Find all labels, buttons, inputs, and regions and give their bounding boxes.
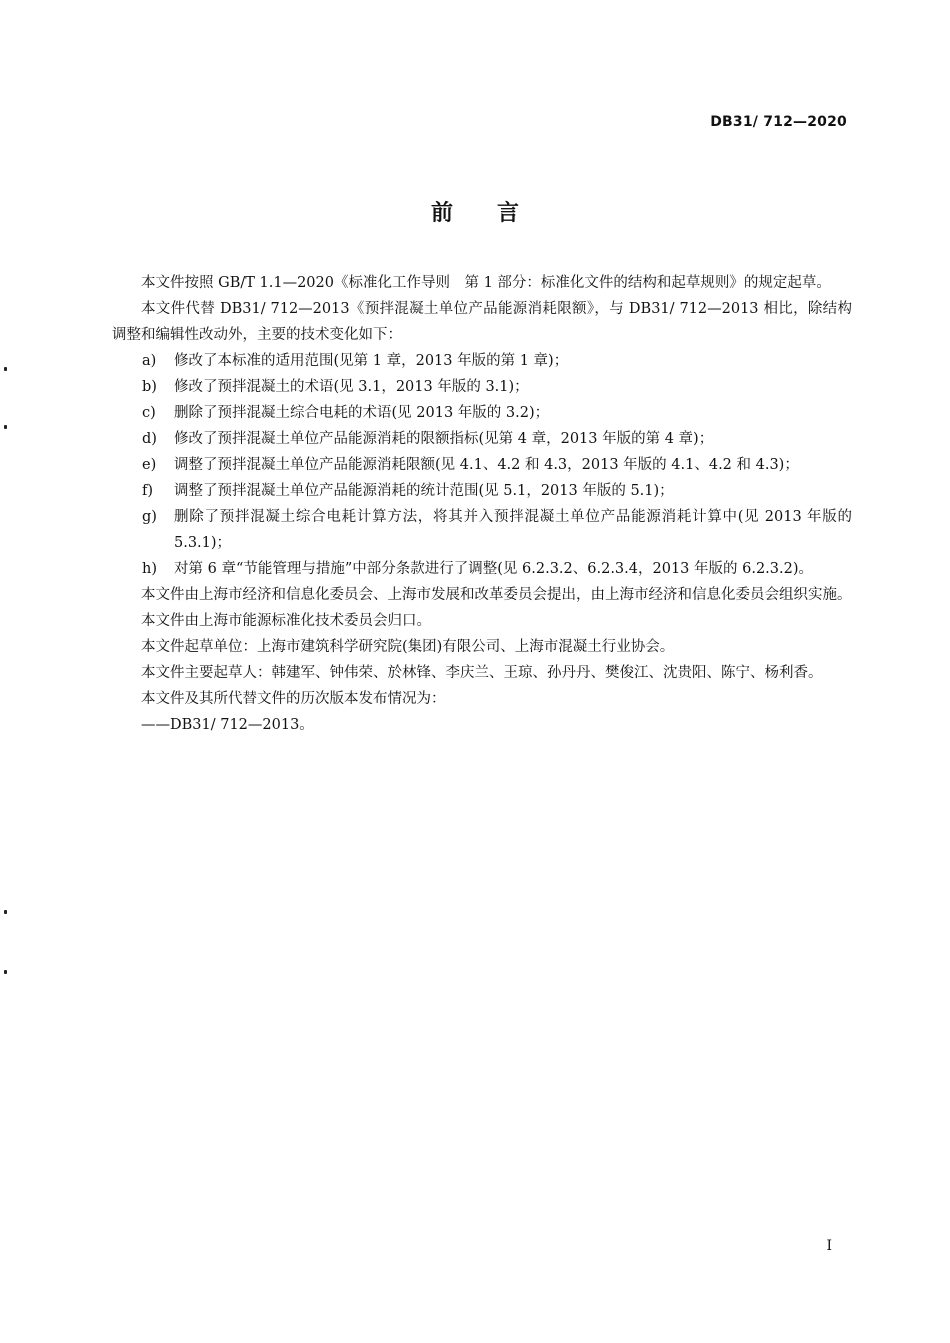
list-item-text: 对第 6 章“节能管理与措施”中部分条款进行了调整(见 6.2.3.2、6.2.3.4，2013 年版的 6.2.3.2)。: [174, 561, 813, 577]
list-item-text: 调整了预拌混凝土单位产品能源消耗限额(见 4.1、4.2 和 4.3，2013 年版的 4.1、4.2 和 4.3)；: [174, 457, 799, 473]
list-item: [112, 478, 852, 504]
paragraph-replacement: 本文件代替 DB31/ 712—2013《预拌混凝土单位产品能源消耗限额》，与 DB31/ 712—2013 相比，除结构调整和编辑性改动外，主要的技术变化如下：: [112, 301, 852, 343]
page-number: I: [826, 1238, 832, 1254]
list-marker: f): [142, 483, 154, 499]
paragraph-drafting-units: 本文件起草单位：上海市建筑科学研究院(集团)有限公司、上海市混凝土行业协会。: [141, 639, 675, 655]
list-marker: h): [142, 561, 157, 577]
document-code: DB31/ 712—2020: [710, 114, 847, 130]
list-item: [112, 452, 852, 478]
list-item: [112, 400, 852, 426]
list-item-text: 调整了预拌混凝土单位产品能源消耗的统计范围(见 5.1，2013 年版的 5.1)；: [174, 483, 674, 499]
list-marker: g): [142, 509, 157, 525]
list-item: [112, 348, 852, 374]
list-marker: a): [142, 353, 157, 369]
scan-dot: [4, 910, 7, 914]
paragraph-drafters: 本文件主要起草人：韩建军、钟伟荣、於林锋、李庆兰、王琼、孙丹丹、樊俊江、沈贵阳、陈宁、杨利香。: [141, 665, 823, 681]
page-title: 前言: [430, 201, 563, 226]
list-item: [112, 504, 852, 556]
list-item-text: 修改了本标准的适用范围(见第 1 章，2013 年版的第 1 章)；: [174, 353, 569, 369]
list-marker: e): [142, 457, 157, 473]
list-marker: c): [142, 405, 156, 421]
previous-version-entry: ——DB31/ 712—2013。: [141, 717, 314, 733]
list-marker: b): [142, 379, 157, 395]
paragraph-proposer: 本文件由上海市经济和信息化委员会、上海市发展和改革委员会提出，由上海市经济和信息化委员会组织实施。: [141, 587, 852, 603]
scan-dot: [4, 970, 7, 974]
technical-changes-list: [112, 348, 852, 582]
paragraph-version-history: 本文件及其所代替文件的历次版本发布情况为：: [141, 691, 446, 707]
scan-dot: [4, 425, 7, 429]
paragraph-committee: 本文件由上海市能源标准化技术委员会归口。: [141, 613, 431, 629]
list-item-text: 删除了预拌混凝土综合电耗的术语(见 2013 年版的 3.2)；: [174, 405, 550, 421]
list-item-text: 修改了预拌混凝土的术语(见 3.1，2013 年版的 3.1)；: [174, 379, 529, 395]
list-item: [112, 374, 852, 400]
list-item-text: 删除了预拌混凝土综合电耗计算方法，将其并入预拌混凝土单位产品能源消耗计算中(见 2013 年版的 5.3.1)；: [174, 509, 852, 551]
foreword-body: [112, 270, 852, 738]
scan-dot: [4, 367, 7, 371]
list-item: [112, 426, 852, 452]
paragraph-drafting-rules: 本文件按照 GB/T 1.1—2020《标准化工作导则 第 1 部分：标准化文件的结构和起草规则》的规定起草。: [141, 275, 831, 291]
list-item: [112, 556, 852, 582]
list-item-text: 修改了预拌混凝土单位产品能源消耗的限额指标(见第 4 章，2013 年版的第 4 章)；: [174, 431, 714, 447]
list-marker: d): [142, 431, 157, 447]
